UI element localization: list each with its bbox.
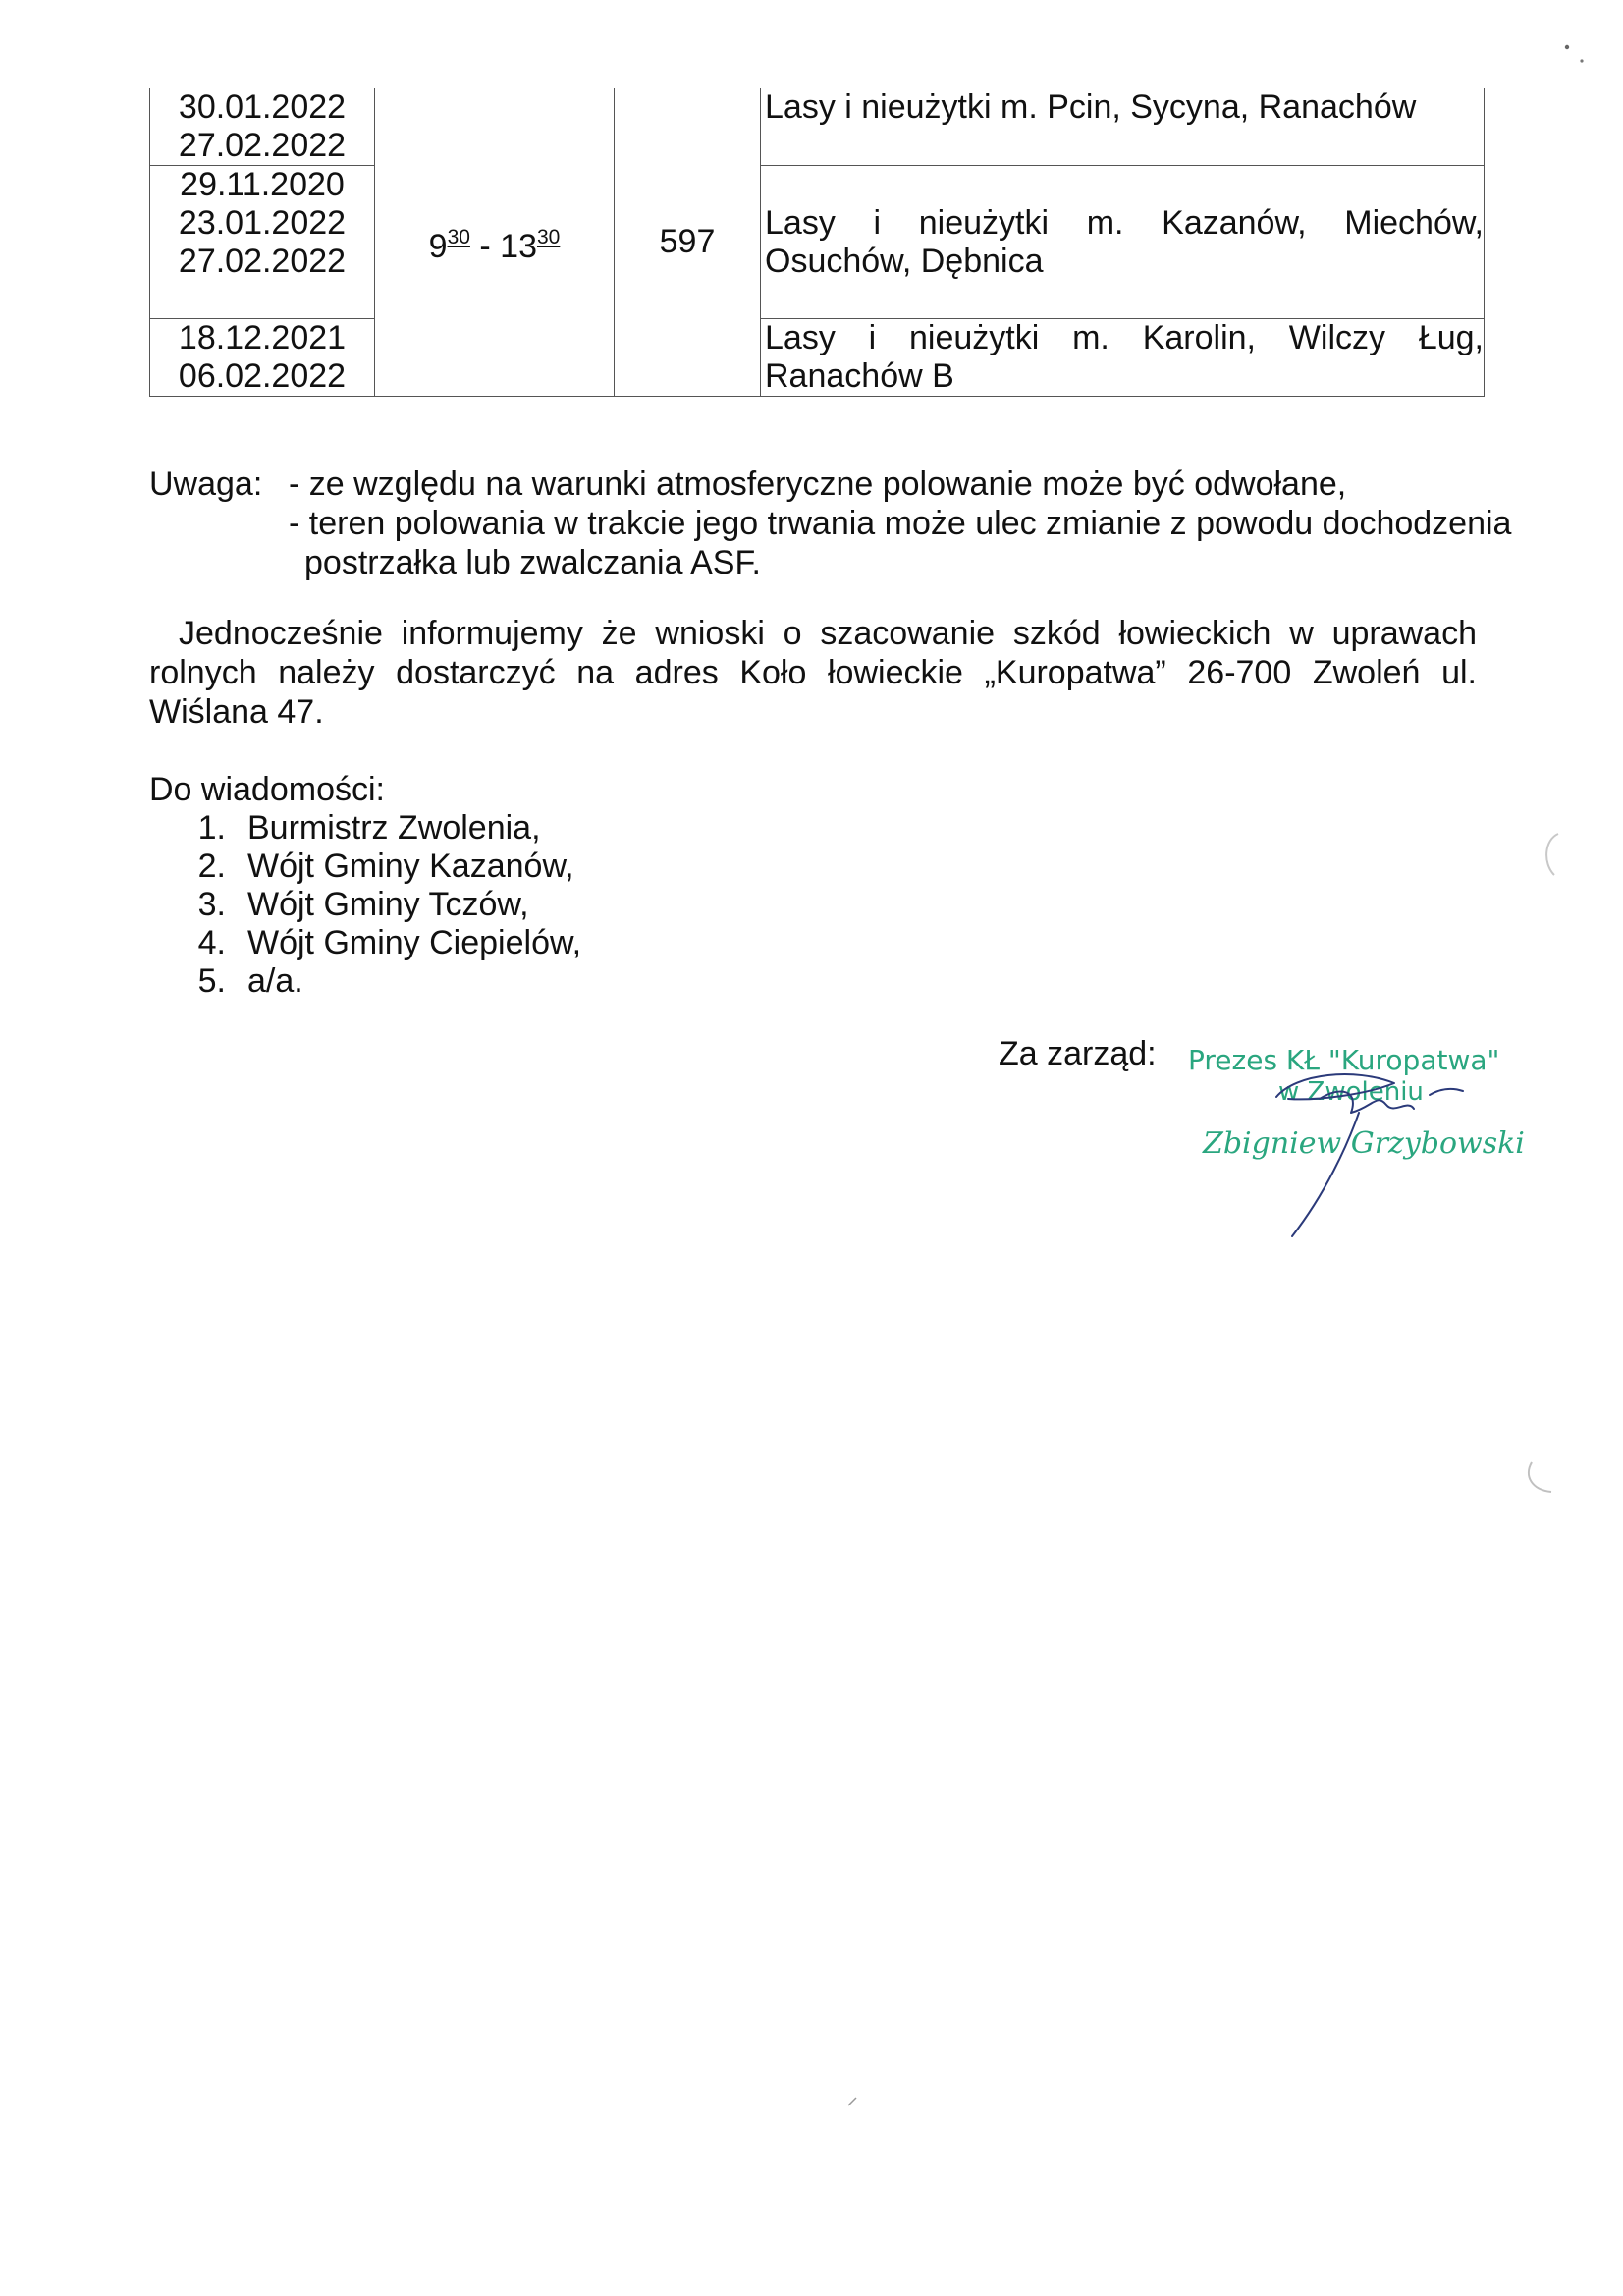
date: 23.01.2022 bbox=[178, 204, 347, 242]
stamp-name: Zbigniew Grzybowski bbox=[1203, 1126, 1525, 1161]
scan-mark bbox=[1537, 830, 1566, 879]
date: 18.12.2021 bbox=[178, 319, 347, 356]
area-cell bbox=[761, 166, 1485, 319]
hunting-area-number: 597 bbox=[659, 223, 716, 260]
list-item: 4. Wójt Gminy Ciepielów, bbox=[197, 924, 582, 961]
date: 30.01.2022 bbox=[178, 88, 347, 126]
remark-2-continued: postrzałka lub zwalczania ASF. bbox=[304, 544, 761, 581]
recipients-heading: Do wiadomości: bbox=[149, 771, 385, 808]
date: 27.02.2022 bbox=[178, 127, 347, 164]
handwritten-signature bbox=[1257, 1056, 1473, 1237]
table-row bbox=[150, 166, 1485, 319]
stamp-title: Prezes KŁ "Kuropatwa" bbox=[1188, 1044, 1500, 1076]
scan-speck bbox=[1561, 39, 1591, 79]
recipients-block bbox=[149, 771, 935, 1001]
area-description: Lasy i nieużytki m. Karolin, Wilczy Ług, Ranachów B bbox=[765, 319, 1484, 395]
list-item: 3. Wójt Gminy Tczów, bbox=[197, 886, 529, 923]
recipients-list bbox=[149, 809, 935, 1001]
scan-speck bbox=[844, 2092, 864, 2111]
area-cell bbox=[761, 88, 1485, 166]
hunting-area-number-cell bbox=[615, 88, 761, 397]
date: 06.02.2022 bbox=[178, 357, 347, 395]
list-item: 1. Burmistrz Zwolenia, bbox=[197, 809, 541, 847]
hunting-hours: $9^{30} - 13^{30}$ bbox=[428, 226, 561, 265]
area-description: Lasy i nieużytki m. Kazanów, Miechów, Osuchów, Dębnica bbox=[765, 203, 1484, 280]
list-item: 2. Wójt Gminy Kazanów, bbox=[197, 847, 574, 885]
scan-mark bbox=[1522, 1458, 1561, 1498]
hours-cell bbox=[375, 88, 615, 397]
remark-1: - ze względu na warunki atmosferyczne polowanie może być odwołane, bbox=[289, 465, 1347, 503]
remarks-label: Uwaga: bbox=[149, 465, 263, 503]
signoff-label: Za zarząd: bbox=[999, 1035, 1157, 1072]
list-item: 5. a/a. bbox=[197, 962, 303, 1000]
stamp-location: w Zwoleniu bbox=[1278, 1077, 1424, 1107]
dates-cell bbox=[150, 88, 375, 166]
hunting-schedule-table bbox=[149, 88, 1485, 397]
dates-cell bbox=[150, 319, 375, 397]
table-row bbox=[150, 319, 1485, 397]
dates-cell bbox=[150, 166, 375, 319]
claims-address-paragraph: Jednocześnie informujemy że wnioski o szacowanie szkód łowieckich w uprawach rolnych należy dostarczyć na adres Koło łowieckie „Kuropatwa” 26-700 Zwoleń ul. Wiślana 47. bbox=[149, 615, 1477, 731]
table-row bbox=[150, 88, 1485, 166]
date: 27.02.2022 bbox=[178, 243, 347, 280]
remark-2: - teren polowania w trakcie jego trwania może ulec zmianie z powodu dochodzenia bbox=[289, 505, 1512, 542]
area-description: Lasy i nieużytki m. Pcin, Sycyna, Ranachów bbox=[765, 88, 1417, 126]
remarks-block bbox=[149, 465, 1512, 582]
date: 29.11.2020 bbox=[180, 166, 345, 203]
area-cell bbox=[761, 319, 1485, 397]
